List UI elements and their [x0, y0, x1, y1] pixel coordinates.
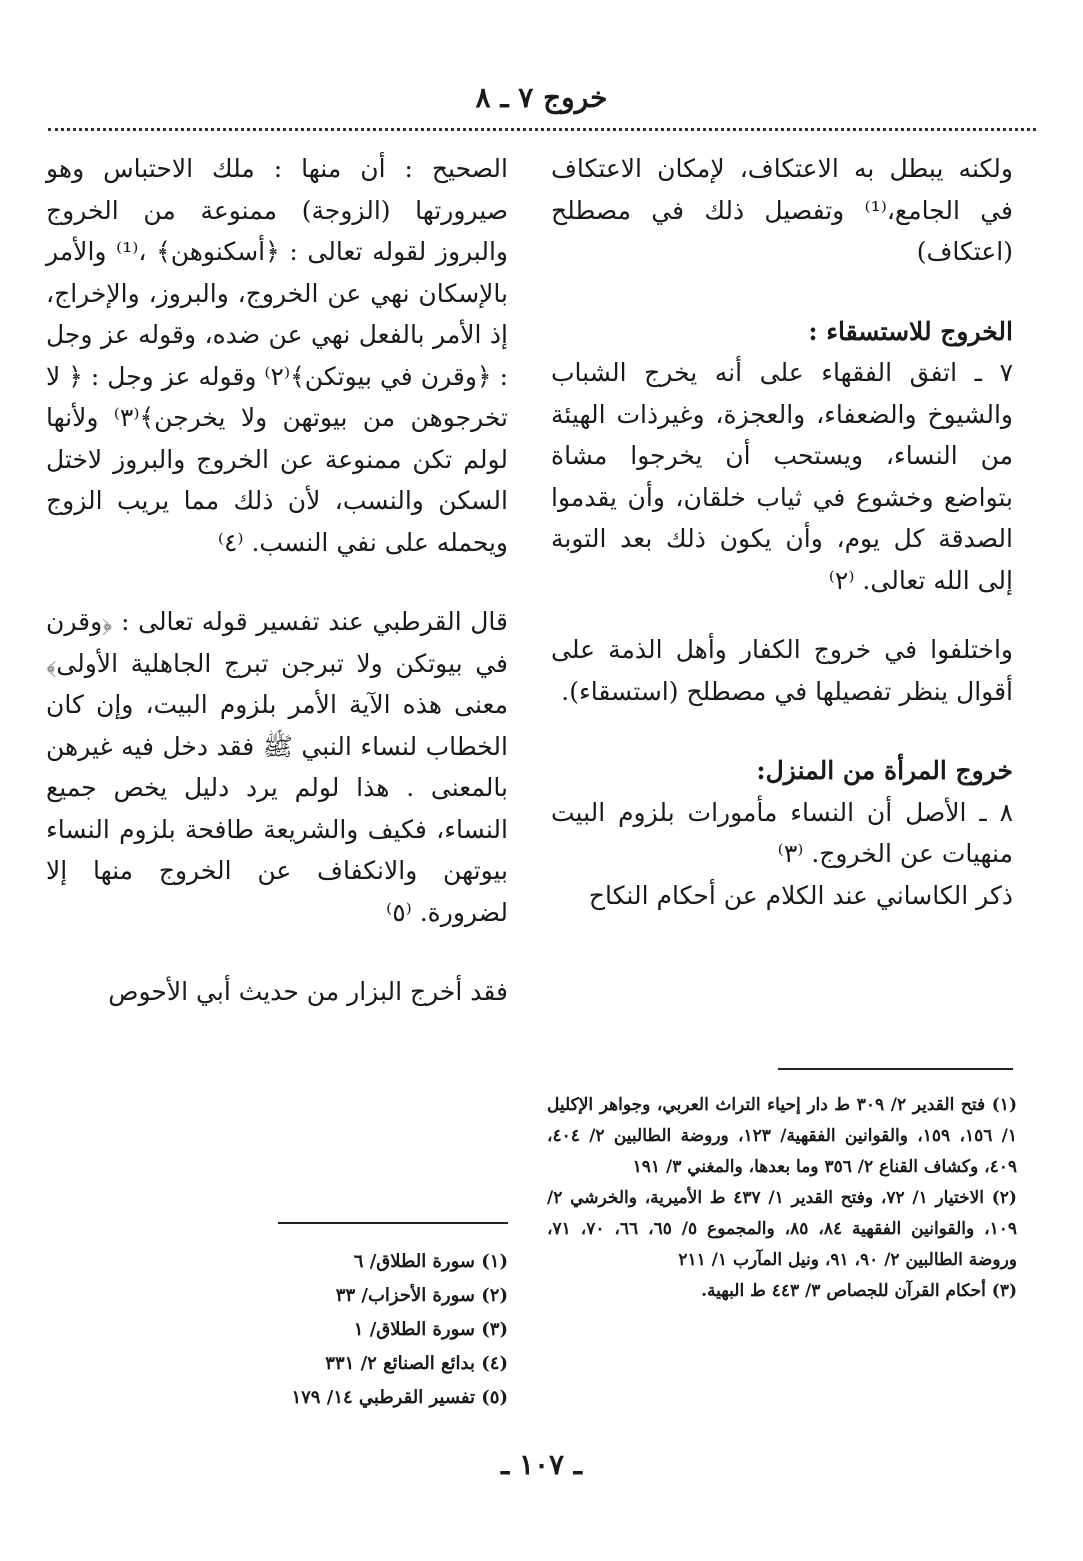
- footnote: (٥) تفسير القرطبي ١٤/ ١٧٩: [291, 1387, 508, 1408]
- footnote-divider: [278, 1222, 508, 1224]
- paragraph: ٧ ـ اتفق الفقهاء على أنه يخرج الشباب والشيوخ والضعفاء، والعجزة، وغيرذات الهيئة من النساء، ويستحب أن يخرجوا مشاة بتواضع وخشوع في ثياب خلقان، وأن يقدموا الصدقة كل يوم، وأن يكون ذلك بعد التوبة إلى الله تعالى. ⁽٢⁾: [551, 358, 1013, 595]
- section-heading-istisqa: الخروج للاستسقاء :: [808, 316, 1013, 346]
- page-title: خروج ٧ ـ ٨: [475, 81, 608, 114]
- left-column: [46, 148, 508, 1013]
- paragraph: ٨ ـ الأصل أن النساء مأمورات بلزوم البيت منهيات عن الخروج. ⁽٣⁾: [551, 797, 1013, 868]
- footnotes-left: [248, 1245, 508, 1415]
- footnote-divider: [778, 1068, 1013, 1070]
- footnote: (٢) الاختيار ١/ ٧٢، وفتح القدير ١/ ٤٣٧ ط الأميرية، والخرشي ٢/ ١٠٩، والقوانين الفقهية ٨٤، ٨٥، والمجموع ٥/ ٦٥، ٦٦، ٧٠، ٧١، وروضة الطالبين ٢/ ٩٠، ٩١، ونيل المآرب ١/ ٢١١: [547, 1188, 1018, 1270]
- footnote: (٣) أحكام القرآن للجصاص ٣/ ٤٤٣ ط البهية.: [701, 1281, 1017, 1301]
- paragraph: ذكر الكاساني عند الكلام عن أحكام النكاح: [588, 880, 1013, 910]
- paragraph: قال القرطبي عند تفسير قوله تعالى : ﴿وقرن في بيوتكن ولا تبرجن تبرج الجاهلية الأولى﴾ معنى هذه الآية الأمر بلزوم البيت، وإن كان الخطاب لنساء النبي ﷺ فقد دخل فيه غيرهن بالمعنى . هذا لولم يرد دليل يخص جميع النساء، فكيف والشريعة طافحة بلزوم النساء بيوتهن والانكفاف عن الخروج منها إلا لضرورة. ⁽٥⁾: [46, 607, 508, 927]
- paragraph: ولكنه يبطل به الاعتكاف، لإمكان الاعتكاف في الجامع،⁽¹⁾ وتفصيل ذلك في مصطلح (اعتكاف): [551, 154, 1013, 266]
- section-heading-woman-leaving-home: خروج المرأة من المنزل:: [756, 756, 1013, 785]
- page-number: ـ ١٠٧ ـ: [500, 1448, 583, 1481]
- footnote: (٣) سورة الطلاق/ ١: [353, 1319, 508, 1340]
- footnote: (٢) سورة الأحزاب/ ٣٣: [335, 1285, 508, 1306]
- footnote: (١) سورة الطلاق/ ٦: [353, 1251, 508, 1272]
- footnote: (٤) بدائع الصنائع ٢/ ٣٣١: [325, 1353, 508, 1374]
- footnotes-right: [547, 1090, 1017, 1307]
- right-column: [551, 148, 1013, 916]
- paragraph: واختلفوا في خروج الكفار وأهل الذمة على أقوال ينظر تفصيلها في مصطلح (استسقاء).: [551, 635, 1013, 706]
- footnote: (١) فتح القدير ٢/ ٣٠٩ ط دار إحياء التراث العربي، وجواهر الإكليل ١/ ١٥٦، ١٥٩، والقوانين الفقهية/ ١٢٣، وروضة الطالبين ٢/ ٤٠٤، ٤٠٩، وكشاف القناع ٢/ ٣٥٦ وما بعدها، والمغني ٣/ ١٩١: [547, 1095, 1017, 1177]
- paragraph: الصحيح : أن منها : ملك الاحتباس وهو صيرورتها (الزوجة) ممنوعة من الخروج والبروز لقوله تعالى : ﴿أسكنوهن﴾ ،⁽¹⁾ والأمر بالإسكان نهي عن الخروج، والبروز، والإخراج، إذ الأمر بالفعل نهي عن ضده، وقوله عز وجل : ﴿وقرن في بيوتكن﴾⁽٢⁾ وقوله عز وجل : ﴿ لا تخرجوهن من بيوتهن ولا يخرجن﴾⁽٣⁾ ولأنها لولم تكن ممنوعة عن الخروج والبروز لاختل السكن والنسب، لأن ذلك مما يريب الزوج ويحمله على نفي النسب. ⁽٤⁾: [46, 154, 508, 557]
- paragraph: فقد أخرج البزار من حديث أبي الأحوص: [108, 977, 508, 1006]
- header-dotted-divider: [48, 128, 1036, 131]
